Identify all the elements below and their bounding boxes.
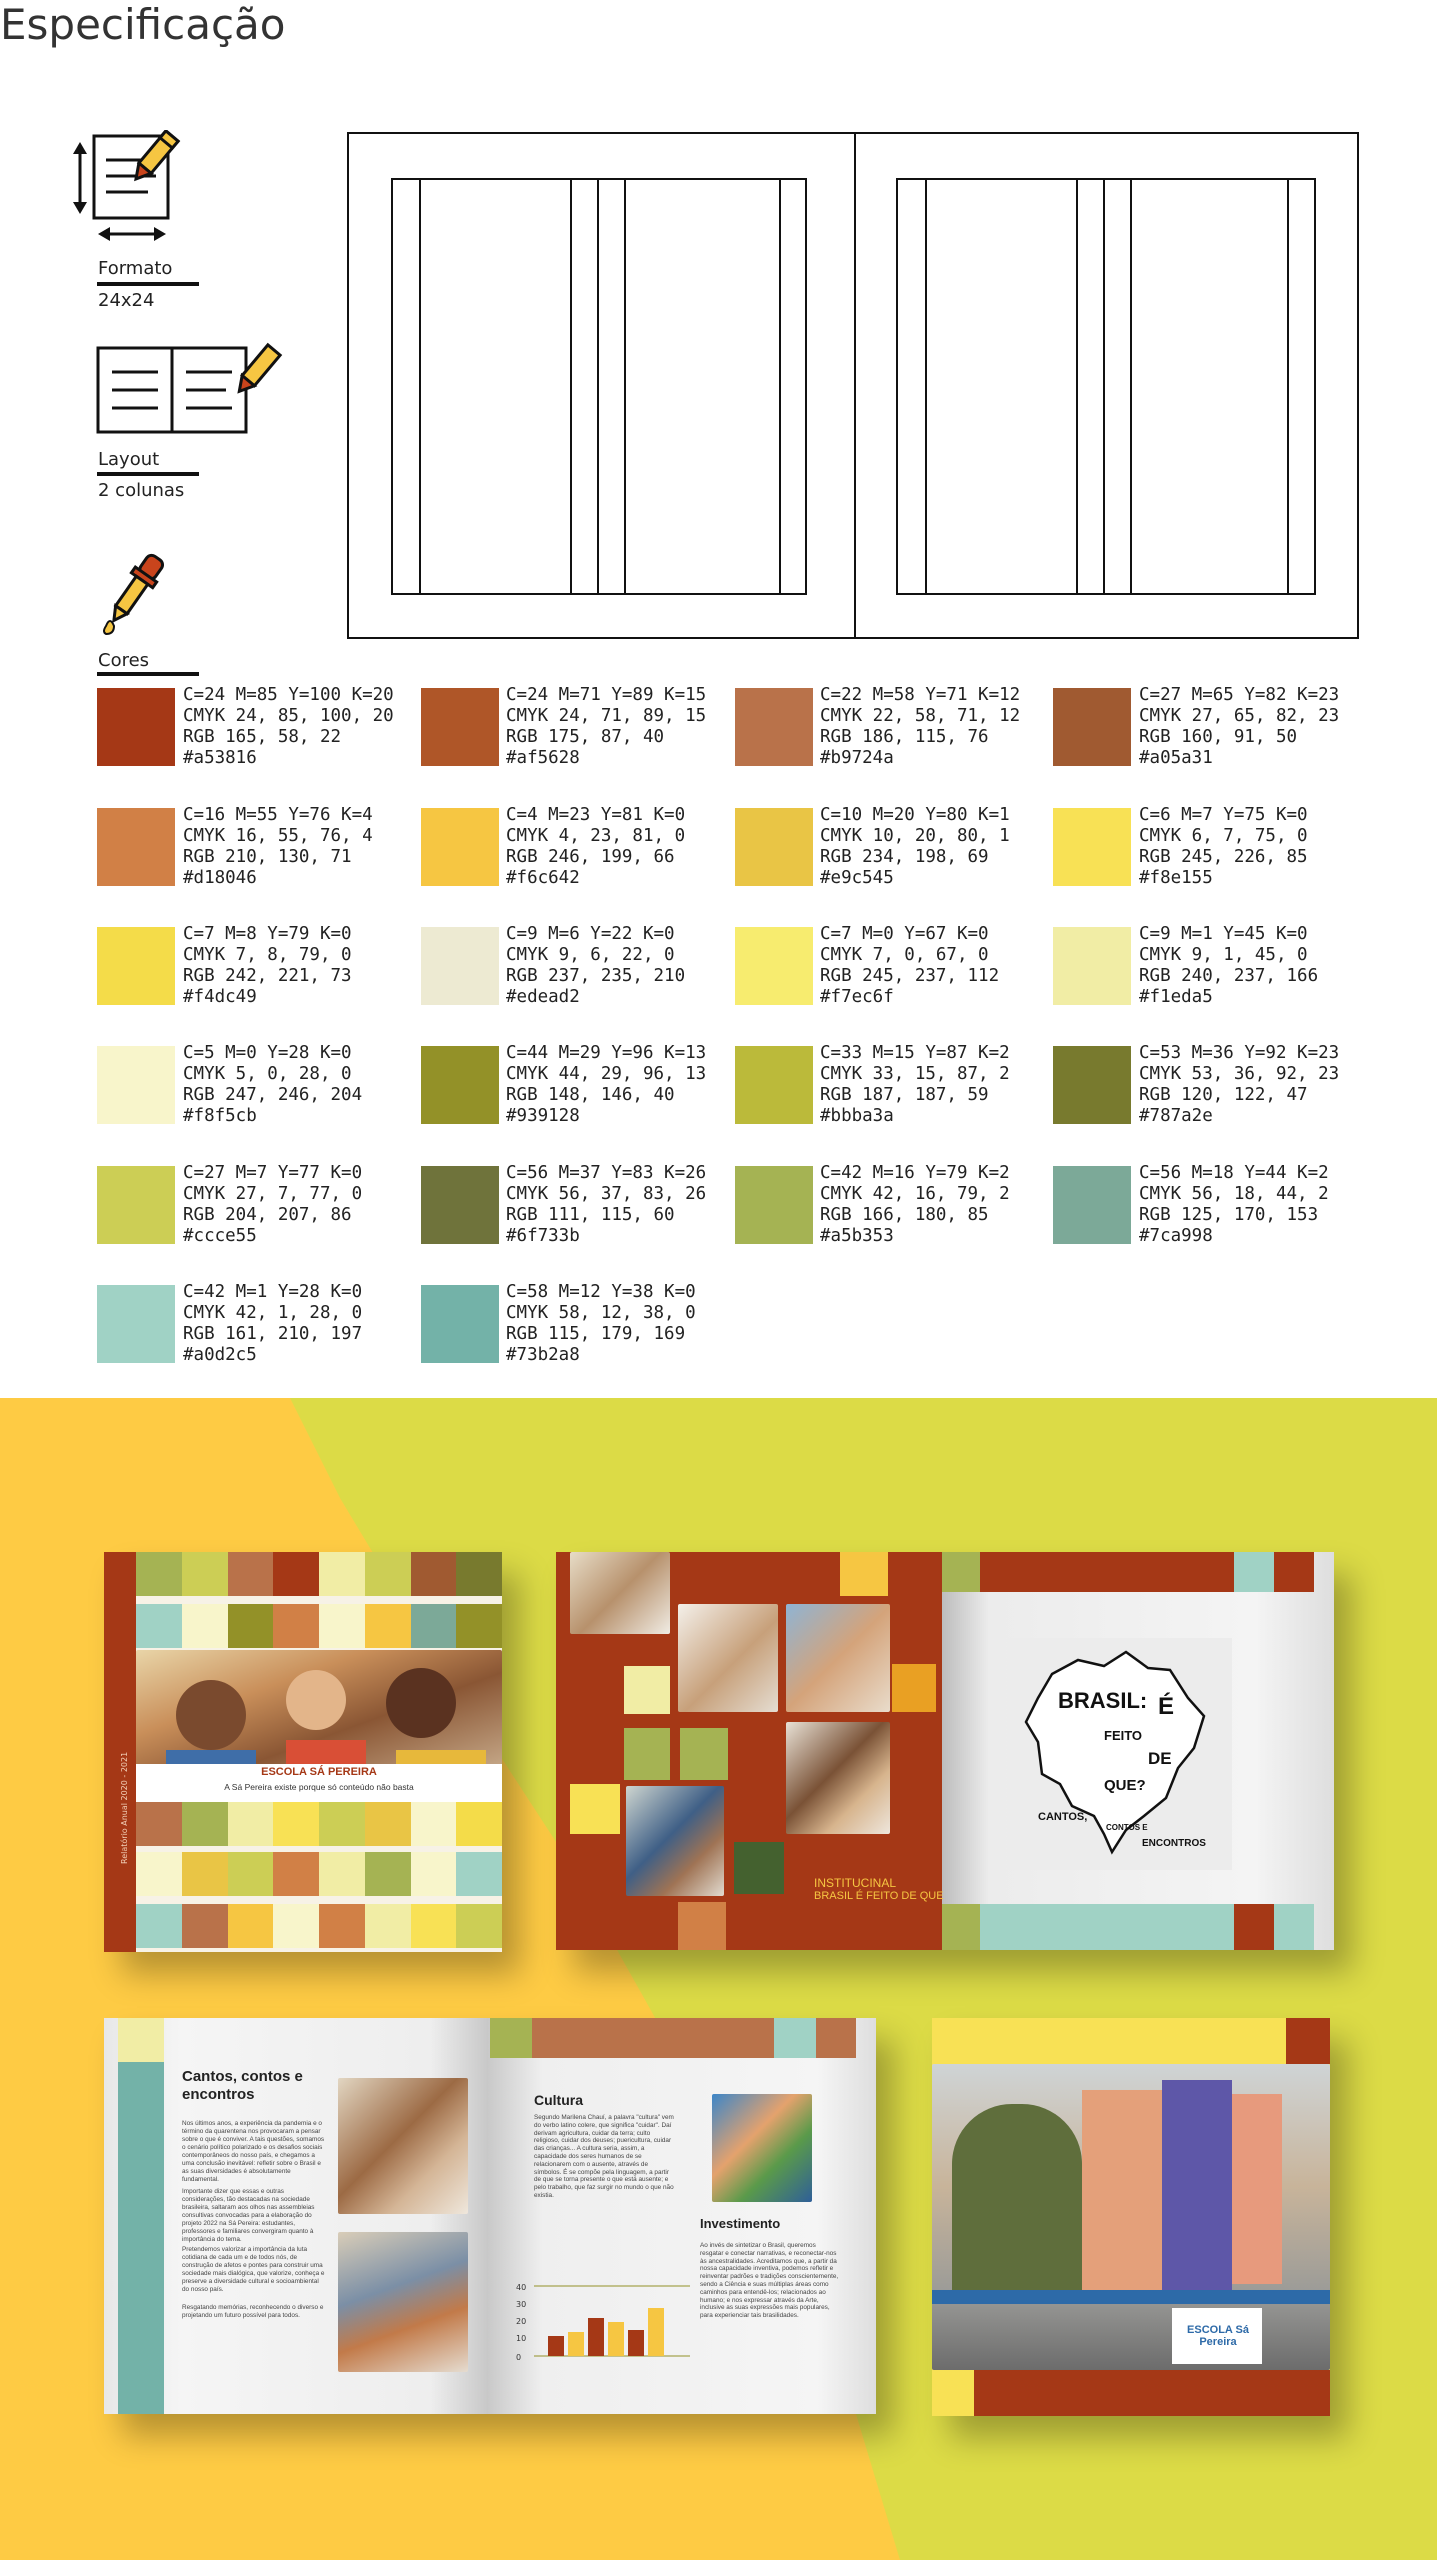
- spread-mockup-2: [104, 2018, 876, 2414]
- color-swatch: [97, 1285, 175, 1363]
- color-spec-hex-label: #a5b353: [820, 1226, 894, 1246]
- color-swatch: [421, 1046, 499, 1124]
- spread2-cultura-text: Segundo Marilena Chauí, a palavra "cultura" vem do verbo latino colere, que significa "cuidar". Daí derivam agricultura, cuidar da terra; culto religioso, cuidar dos deuses; puericultura, cuidar das crianças... A cultura seria, assim, a capacidade dos seres humanos de se relacionarem com o ausente, através de símbolos. É se compõe pela linguagem, a partir de que se torna presente o que está ausente; e pelo trabalho, que faz surgir no mundo o que não existia.: [534, 2114, 674, 2199]
- cover-color-tile: [411, 1552, 457, 1596]
- color-spec-rgb: RGB 204, 207, 86: [183, 1205, 352, 1225]
- cover-color-tile: [182, 1604, 228, 1648]
- color-spec-cmyk: CMYK 6, 7, 75, 0: [1139, 826, 1308, 846]
- page-title: Especificação: [0, 0, 286, 49]
- color-spec-rgb: RGB 166, 180, 85: [820, 1205, 989, 1225]
- building-page-mockup: [932, 2018, 1330, 2416]
- color-spec-hex-label: #f4dc49: [183, 987, 257, 1007]
- two-column-grid-diagram: [347, 132, 1359, 639]
- cover-color-tile: [228, 1852, 274, 1896]
- formato-value: 24x24: [98, 290, 155, 311]
- color-swatch: [421, 927, 499, 1005]
- spread1-photo-writing: [626, 1786, 724, 1896]
- color-spec-rgb: RGB 240, 237, 166: [1139, 966, 1319, 986]
- cover-color-tile: [456, 1852, 502, 1896]
- right-page-grid: [896, 178, 1316, 595]
- color-spec-cmyk-title: C=9 M=6 Y=22 K=0: [506, 924, 675, 944]
- brasil-map-panel: [1008, 1638, 1232, 1870]
- map-word-brasil: BRASIL:: [1058, 1688, 1148, 1713]
- mini-bar-chart-graphic: [514, 2278, 700, 2370]
- cover-tagline: A Sá Pereira existe porque só conteúdo não basta: [224, 1782, 414, 1792]
- spread2-photo-children-group: [338, 2078, 468, 2214]
- spread2-investimento-text: Ao invés de sintetizar o Brasil, queremos resgatar e conectar narrativas, e reconectar-nos às ancestralidades. Acreditamos que, a partir da nossa capacidade inventiva, podemos refletir e reinventar padrões e tradições conscientemente, sendo a Ciência e suas múltiplas áreas como caminhos para entendê-los; relacionados ao humano; e nos expressar através da Arte, inclusive as suas expressões mais populares, para experienciar tais brasilidades.: [700, 2242, 839, 2320]
- color-spec-text: [183, 685, 394, 769]
- color-spec-rgb: RGB 148, 146, 40: [506, 1085, 675, 1105]
- color-spec-cmyk-title: C=58 M=12 Y=38 K=0: [506, 1282, 696, 1302]
- column-line: [1076, 180, 1078, 593]
- color-spec-cmyk: CMYK 4, 23, 81, 0: [506, 826, 686, 846]
- color-swatch: [1053, 1166, 1131, 1244]
- spread2-photo-walking: [338, 2232, 468, 2372]
- color-spec-cmyk: CMYK 42, 16, 79, 2: [820, 1184, 1010, 1204]
- color-spec-hex-label: #f1eda5: [1139, 987, 1213, 1007]
- cover-color-tile: [273, 1604, 319, 1648]
- color-spec-hex-label: #f6c642: [506, 868, 580, 888]
- color-spec-cmyk: CMYK 53, 36, 92, 23: [1139, 1064, 1340, 1084]
- color-spec-cmyk: CMYK 24, 85, 100, 20: [183, 706, 394, 726]
- cover-color-tile: [365, 1604, 411, 1648]
- cover-color-tile: [136, 1904, 182, 1948]
- margin-line: [1287, 180, 1289, 593]
- color-spec-text: [506, 805, 685, 889]
- spread2-heading-cultura: Cultura: [534, 2092, 583, 2108]
- spread1-photo-drawing: [678, 1604, 778, 1712]
- color-spec-text: [506, 1282, 696, 1366]
- color-spec-hex-label: #a05a31: [1139, 748, 1213, 768]
- cover-color-tile: [228, 1904, 274, 1948]
- color-spec-text: [1139, 1163, 1329, 1247]
- color-spec-cmyk: CMYK 56, 18, 44, 2: [1139, 1184, 1329, 1204]
- cover-color-tile: [136, 1552, 182, 1596]
- brazil-map-icon: [1008, 1638, 1232, 1870]
- color-spec-cmyk-title: C=5 M=0 Y=28 K=0: [183, 1043, 352, 1063]
- color-spec-cmyk: CMYK 10, 20, 80, 1: [820, 826, 1010, 846]
- margin-line: [925, 180, 927, 593]
- mockup-section: [0, 1398, 1437, 2560]
- color-spec-hex-label: #bbba3a: [820, 1106, 894, 1126]
- color-spec-text: [820, 924, 999, 1008]
- color-spec-cmyk: CMYK 42, 1, 28, 0: [183, 1303, 363, 1323]
- cover-color-tile: [365, 1802, 411, 1846]
- cover-color-tile: [273, 1552, 319, 1596]
- cover-color-tile: [182, 1852, 228, 1896]
- color-spec-text: [820, 1043, 1010, 1127]
- margin-line: [419, 180, 421, 593]
- color-spec-cmyk-title: C=6 M=7 Y=75 K=0: [1139, 805, 1308, 825]
- spread2-paragraph-3: Pretendemos valorizar a importância da luta cotidiana de cada um e de todos nós, de construção de afetos e pontes para construir uma sociedade mais dialógica, que valorize, conheça e preserve a diversidade cultural e socioambiental do nosso país.: [182, 2246, 325, 2293]
- color-swatch: [421, 1285, 499, 1363]
- color-spec-cmyk: CMYK 7, 0, 67, 0: [820, 945, 989, 965]
- color-spec-rgb: RGB 210, 130, 71: [183, 847, 352, 867]
- mini-chart-tick: 10: [516, 2334, 527, 2343]
- color-swatch: [97, 1046, 175, 1124]
- cover-color-tile: [182, 1552, 228, 1596]
- color-spec-rgb: RGB 246, 199, 66: [506, 847, 675, 867]
- color-spec-cmyk-title: C=27 M=65 Y=82 K=23: [1139, 685, 1340, 705]
- column-line: [570, 180, 572, 593]
- cover-color-tile: [182, 1904, 228, 1948]
- map-word-que: QUE?: [1104, 1777, 1146, 1794]
- color-spec-cmyk: CMYK 9, 6, 22, 0: [506, 945, 675, 965]
- spread2-mini-chart: [514, 2278, 700, 2370]
- spread2-photo-globe-kids: [712, 2094, 812, 2202]
- color-spec-cmyk-title: C=9 M=1 Y=45 K=0: [1139, 924, 1308, 944]
- cover-color-tile: [182, 1802, 228, 1846]
- map-word-e: É: [1158, 1693, 1175, 1720]
- color-spec-text: [820, 1163, 1010, 1247]
- layout-underline: [97, 472, 199, 476]
- map-word-de: DE: [1148, 1749, 1172, 1768]
- cores-label: Cores: [98, 650, 150, 671]
- color-spec-rgb: RGB 247, 246, 204: [183, 1085, 363, 1105]
- layout-value: 2 colunas: [98, 480, 185, 501]
- spread1-caption-line2: BRASIL É FEITO DE QUE: [814, 1890, 944, 1902]
- cover-color-tile: [411, 1904, 457, 1948]
- color-spec-hex-label: #6f733b: [506, 1226, 580, 1246]
- color-spec-cmyk-title: C=56 M=18 Y=44 K=2: [1139, 1163, 1329, 1183]
- cover-color-tile: [136, 1852, 182, 1896]
- spread-divider: [854, 134, 856, 637]
- cover-color-tile: [319, 1904, 365, 1948]
- color-spec-rgb: RGB 242, 221, 73: [183, 966, 352, 986]
- color-spec-rgb: RGB 161, 210, 197: [183, 1324, 363, 1344]
- color-spec-hex-label: #a0d2c5: [183, 1345, 257, 1365]
- cover-color-tile: [456, 1552, 502, 1596]
- color-spec-cmyk: CMYK 27, 65, 82, 23: [1139, 706, 1340, 726]
- two-column-pencil-icon: [94, 340, 290, 440]
- map-word-encontros: ENCONTROS: [1142, 1838, 1206, 1849]
- color-spec-hex-label: #939128: [506, 1106, 580, 1126]
- color-spec-text: [1139, 805, 1308, 889]
- cover-school-name: ESCOLA SÁ PEREIRA: [261, 1766, 377, 1778]
- cover-color-tile: [319, 1802, 365, 1846]
- color-swatch: [735, 927, 813, 1005]
- color-spec-text: [506, 685, 706, 769]
- color-spec-rgb: RGB 165, 58, 22: [183, 727, 342, 747]
- color-spec-rgb: RGB 160, 91, 50: [1139, 727, 1298, 747]
- cover-color-tile: [365, 1904, 411, 1948]
- color-spec-cmyk-title: C=4 M=23 Y=81 K=0: [506, 805, 686, 825]
- color-swatch: [97, 808, 175, 886]
- color-spec-cmyk-title: C=42 M=1 Y=28 K=0: [183, 1282, 363, 1302]
- cover-color-tile: [411, 1802, 457, 1846]
- cover-color-tile: [456, 1604, 502, 1648]
- cover-color-tile: [456, 1802, 502, 1846]
- color-spec-hex-label: #b9724a: [820, 748, 894, 768]
- cores-underline: [97, 672, 199, 676]
- formato-label: Formato: [98, 258, 173, 279]
- column-line: [624, 180, 626, 593]
- cover-color-tile: [365, 1852, 411, 1896]
- color-spec-cmyk: CMYK 24, 71, 89, 15: [506, 706, 707, 726]
- cover-color-tile: [456, 1904, 502, 1948]
- color-swatch: [735, 1046, 813, 1124]
- color-spec-hex-label: #787a2e: [1139, 1106, 1213, 1126]
- color-spec-hex-label: #e9c545: [820, 868, 894, 888]
- color-spec-cmyk: CMYK 44, 29, 96, 13: [506, 1064, 707, 1084]
- mini-chart-tick: 40: [516, 2283, 527, 2292]
- column-line: [1130, 180, 1132, 593]
- color-swatch: [421, 808, 499, 886]
- mini-chart-tick: 20: [516, 2317, 527, 2326]
- color-spec-text: [1139, 1043, 1339, 1127]
- color-spec-cmyk-title: C=10 M=20 Y=80 K=1: [820, 805, 1010, 825]
- cover-color-tile: [411, 1852, 457, 1896]
- color-spec-hex-label: #edead2: [506, 987, 580, 1007]
- page-size-pencil-icon: [68, 130, 208, 248]
- color-spec-cmyk: CMYK 22, 58, 71, 12: [820, 706, 1021, 726]
- color-spec-rgb: RGB 115, 179, 169: [506, 1324, 686, 1344]
- color-spec-cmyk-title: C=53 M=36 Y=92 K=23: [1139, 1043, 1340, 1063]
- color-spec-hex-label: #7ca998: [1139, 1226, 1213, 1246]
- spread2-heading-investimento: Investimento: [700, 2216, 781, 2231]
- color-spec-cmyk: CMYK 5, 0, 28, 0: [183, 1064, 352, 1084]
- school-building-photo: [932, 2064, 1330, 2370]
- color-spec-cmyk-title: C=7 M=0 Y=67 K=0: [820, 924, 989, 944]
- tree-shape: [952, 2104, 1082, 2304]
- color-spec-rgb: RGB 125, 170, 153: [1139, 1205, 1319, 1225]
- color-spec-hex-label: #73b2a8: [506, 1345, 580, 1365]
- left-page-grid: [391, 178, 807, 595]
- color-swatch: [735, 1166, 813, 1244]
- spread2-paragraph-4: Resgatando memórias, reconhecendo o diverso e projetando um futuro possível para todos.: [182, 2304, 324, 2319]
- gutter-line: [1103, 180, 1105, 593]
- color-spec-text: [183, 1163, 362, 1247]
- color-spec-rgb: RGB 245, 226, 85: [1139, 847, 1308, 867]
- color-spec-text: [183, 924, 352, 1008]
- spread1-photo-kids: [786, 1722, 890, 1834]
- color-swatch: [1053, 1046, 1131, 1124]
- cover-color-tile: [273, 1802, 319, 1846]
- color-swatch: [97, 688, 175, 766]
- cover-color-tile: [136, 1802, 182, 1846]
- color-spec-rgb: RGB 245, 237, 112: [820, 966, 1000, 986]
- cover-color-tile: [228, 1802, 274, 1846]
- cover-color-tile: [319, 1552, 365, 1596]
- spread1-photo-boy-books: [786, 1604, 890, 1712]
- color-spec-cmyk: CMYK 16, 55, 76, 4: [183, 826, 373, 846]
- cover-color-tile: [319, 1604, 365, 1648]
- color-spec-cmyk: CMYK 9, 1, 45, 0: [1139, 945, 1308, 965]
- color-spec-text: [183, 805, 373, 889]
- cover-spine-text: [120, 1840, 129, 1864]
- color-swatch: [735, 808, 813, 886]
- eyedropper-icon: [96, 546, 172, 642]
- color-spec-cmyk: CMYK 27, 7, 77, 0: [183, 1184, 363, 1204]
- color-spec-hex-label: #f8f5cb: [183, 1106, 257, 1126]
- color-spec-text: [183, 1043, 362, 1127]
- color-swatch: [1053, 927, 1131, 1005]
- cover-color-tile: [136, 1604, 182, 1648]
- color-spec-rgb: RGB 187, 187, 59: [820, 1085, 989, 1105]
- color-spec-text: [820, 805, 1010, 889]
- color-spec-hex-label: #d18046: [183, 868, 257, 888]
- color-swatch: [1053, 808, 1131, 886]
- cover-color-tile: [228, 1604, 274, 1648]
- color-spec-cmyk-title: C=44 M=29 Y=96 K=13: [506, 1043, 707, 1063]
- color-spec-rgb: RGB 237, 235, 210: [506, 966, 686, 986]
- spread-mockup-1: [556, 1552, 1334, 1950]
- spread2-paragraph-2: Importante dizer que essas e outras considerações, tão destacadas na sociedade brasileira, saltaram aos olhos nas assembleias consultivas convocadas para a elaboração do projeto 2022 na Sá Pereira: estudantes, professores e familiares convergiram quanto à importância do tema.: [182, 2188, 315, 2243]
- color-spec-cmyk: CMYK 7, 8, 79, 0: [183, 945, 352, 965]
- cover-color-tile: [273, 1852, 319, 1896]
- color-swatch: [97, 927, 175, 1005]
- color-spec-rgb: RGB 111, 115, 60: [506, 1205, 675, 1225]
- cover-color-tile: [319, 1852, 365, 1896]
- color-spec-text: [1139, 685, 1339, 769]
- mini-chart-tick: 30: [516, 2300, 527, 2309]
- color-spec-cmyk-title: C=22 M=58 Y=71 K=12: [820, 685, 1021, 705]
- color-spec-text: [506, 1163, 706, 1247]
- mini-chart-tick: 0: [516, 2353, 522, 2362]
- color-spec-hex-label: #af5628: [506, 748, 580, 768]
- map-word-contos: CONTOS E: [1106, 1823, 1148, 1832]
- formato-underline: [97, 282, 199, 286]
- color-spec-cmyk: CMYK 58, 12, 38, 0: [506, 1303, 696, 1323]
- color-spec-rgb: RGB 175, 87, 40: [506, 727, 665, 747]
- spread2-paragraph-1: Nos últimos anos, a experiência da pandemia e o término da quarentena nos provocaram a pensar sobre o que é conviver. A tais questões, somamos o cenário político polarizado e os desafios sociais contemporâneos do nosso país, e chegamos a uma conclusão inevitável: refletir sobre o Brasil e as suas diversidades é absolutamente fundamental.: [182, 2120, 325, 2183]
- color-spec-text: [820, 685, 1020, 769]
- cover-mockup: [104, 1552, 502, 1952]
- color-swatch: [97, 1166, 175, 1244]
- cover-color-tile: [365, 1552, 411, 1596]
- color-spec-rgb: RGB 186, 115, 76: [820, 727, 989, 747]
- color-spec-cmyk-title: C=42 M=16 Y=79 K=2: [820, 1163, 1010, 1183]
- map-word-cantos: CANTOS,: [1038, 1811, 1088, 1823]
- color-spec-text: [506, 1043, 706, 1127]
- color-spec-rgb: RGB 234, 198, 69: [820, 847, 989, 867]
- color-spec-text: [1139, 924, 1318, 1008]
- color-spec-text: [183, 1282, 362, 1366]
- color-spec-cmyk-title: C=33 M=15 Y=87 K=2: [820, 1043, 1010, 1063]
- spread1-caption-line1: INSTITUCINAL: [814, 1876, 897, 1890]
- layout-label: Layout: [98, 449, 160, 470]
- color-swatch: [421, 1166, 499, 1244]
- color-spec-cmyk-title: C=7 M=8 Y=79 K=0: [183, 924, 352, 944]
- cover-color-tile: [273, 1904, 319, 1948]
- color-spec-cmyk-title: C=16 M=55 Y=76 K=4: [183, 805, 373, 825]
- map-word-feito: FEITO: [1104, 1728, 1143, 1743]
- gutter-line: [597, 180, 599, 593]
- color-spec-hex-label: #f8e155: [1139, 868, 1213, 888]
- color-spec-hex-label: #a53816: [183, 748, 257, 768]
- spread1-photo-reading: [570, 1552, 670, 1634]
- margin-line: [779, 180, 781, 593]
- color-spec-cmyk-title: C=24 M=85 Y=100 K=20: [183, 685, 394, 705]
- cover-color-tile: [411, 1604, 457, 1648]
- color-spec-hex-label: #ccce55: [183, 1226, 257, 1246]
- color-spec-cmyk-title: C=24 M=71 Y=89 K=15: [506, 685, 707, 705]
- color-spec-cmyk: CMYK 33, 15, 87, 2: [820, 1064, 1010, 1084]
- spread2-heading-cantos: Cantos, contos e encontros: [182, 2068, 303, 2103]
- color-swatch: [421, 688, 499, 766]
- color-spec-cmyk-title: C=56 M=37 Y=83 K=26: [506, 1163, 707, 1183]
- color-swatch: [1053, 688, 1131, 766]
- color-swatch: [735, 688, 813, 766]
- school-sign-text: ESCOLA Sá Pereira: [1187, 2324, 1249, 2348]
- color-spec-text: [506, 924, 685, 1008]
- color-spec-cmyk-title: C=27 M=7 Y=77 K=0: [183, 1163, 363, 1183]
- cover-color-tile: [228, 1552, 274, 1596]
- color-spec-hex-label: #f7ec6f: [820, 987, 894, 1007]
- color-spec-rgb: RGB 120, 122, 47: [1139, 1085, 1308, 1105]
- color-spec-cmyk: CMYK 56, 37, 83, 26: [506, 1184, 707, 1204]
